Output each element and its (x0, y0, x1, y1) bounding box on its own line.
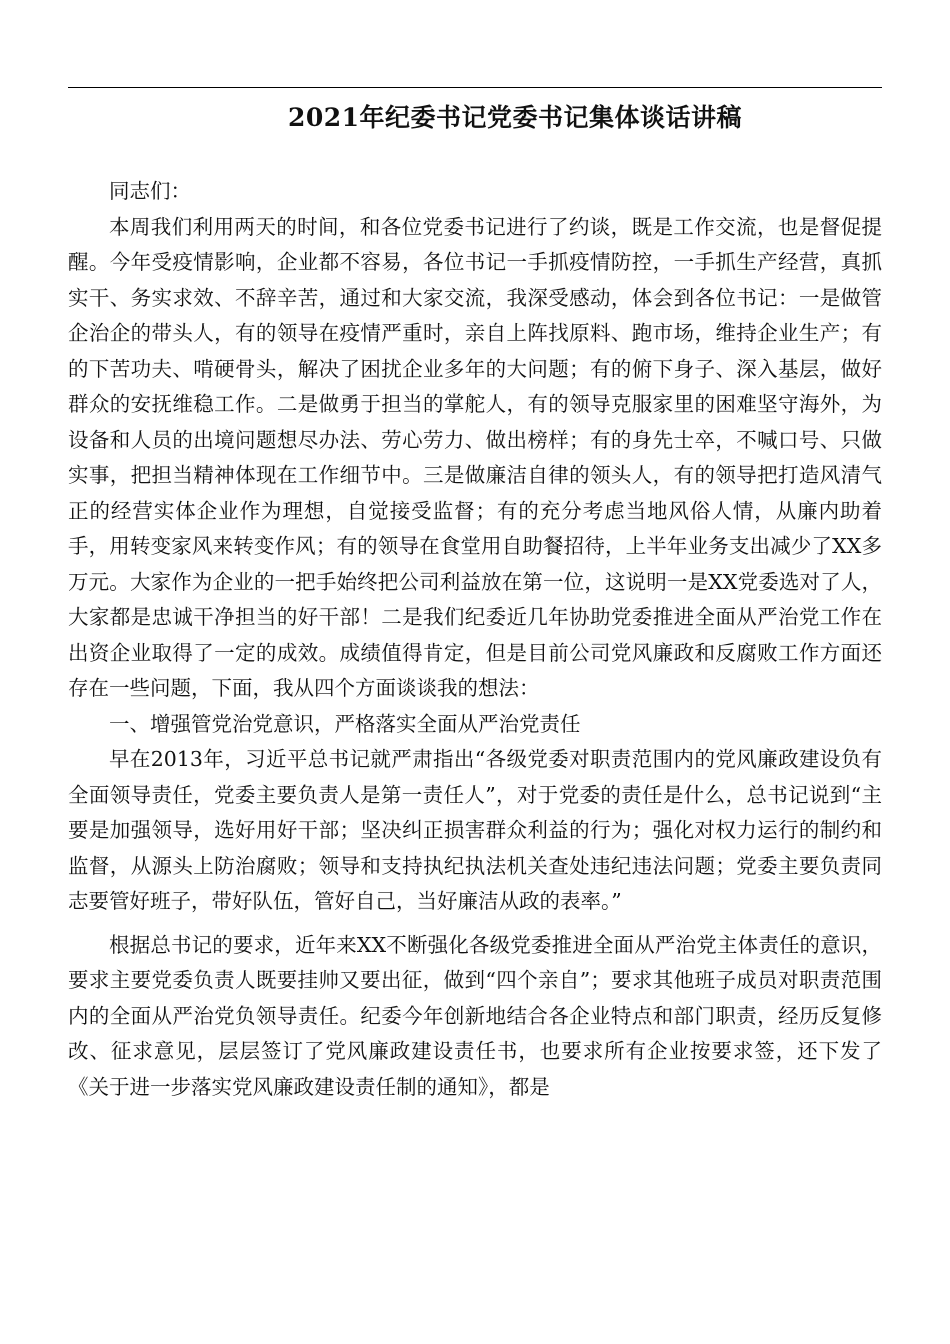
body-paragraph: 根据总书记的要求，近年来XX不断强化各级党委推进全面从严治党主体责任的意识，要求主要党委负责人既要挂帅又要出征，做到“四个亲自”；要求其他班子成员对职责范围内的全面从严治党负领导责任。纪委今年创新地结合各企业特点和部门职责，经历反复修改、征求意见，层层签订了党风廉政建设责任书，也要求所有企业按要求签，还下发了《关于进一步落实党风廉政建设责任制的通知》，都是 (68, 932, 882, 1099)
body-paragraph: 本周我们利用两天的时间，和各位党委书记进行了约谈，既是工作交流，也是督促提醒。今年受疫情影响，企业都不容易，各位书记一手抓疫情防控，一手抓生产经营，真抓实干、务实求效、不辞辛苦，通过和大家交流，我深受感动，体会到各位书记：一是做管企治企的带头人，有的领导在疫情严重时，亲自上阵找原料、跑市场，维持企业生产；有的下苦功夫、啃硬骨头，解决了困扰企业多年的大问题；有的俯下身子、深入基层，做好群众的安抚维稳工作。二是做勇于担当的掌舵人，有的领导克服家里的困难坚守海外，为设备和人员的出境问题想尽办法、劳心劳力、做出榜样；有的身先士卒，不喊口号、只做实事，把担当精神体现在工作细节中。三是做廉洁自律的领头人，有的领导把打造风清气正的经营实体企业作为理想，自觉接受监督；有的充分考虑当地风俗人情，从廉内助着手，用转变家风来转变作风；有的领导在食堂用自助餐招待，上半年业务支出减少了XX多万元。大家作为企业的一把手始终把公司利益放在第一位，这说明一是XX党委选对了人，大家都是忠诚干净担当的好干部！二是我们纪委近几年协助党委推进全面从严治党工作在出资企业取得了一定的成效。成绩值得肯定，但是目前公司党风廉政和反腐败工作方面还存在一些问题，下面，我从四个方面谈谈我的想法： (68, 214, 882, 700)
body-paragraph: 早在2013年，习近平总书记就严肃指出“各级党委对职责范围内的党风廉政建设负有全面领导责任，党委主要负责人是第一责任人”，对于党委的责任是什么，总书记说到“主要是加强领导，选好用好干部；坚决纠正损害群众利益的行为；强化对权力运行的制约和监督，从源头上防治腐败；领导和支持执纪执法机关查处违纪违法问题；党委主要负责同志要管好班子，带好队伍，管好自己，当好廉洁从政的表率。” (68, 747, 882, 913)
section-heading: 一、增强管党治党意识，严格落实全面从严治党责任 (109, 711, 581, 736)
salutation: 同志们： (109, 179, 191, 203)
header-rule (68, 87, 882, 88)
document-title: 2021年纪委书记党委书记集体谈话讲稿 (287, 103, 743, 132)
document-body (68, 174, 882, 1105)
